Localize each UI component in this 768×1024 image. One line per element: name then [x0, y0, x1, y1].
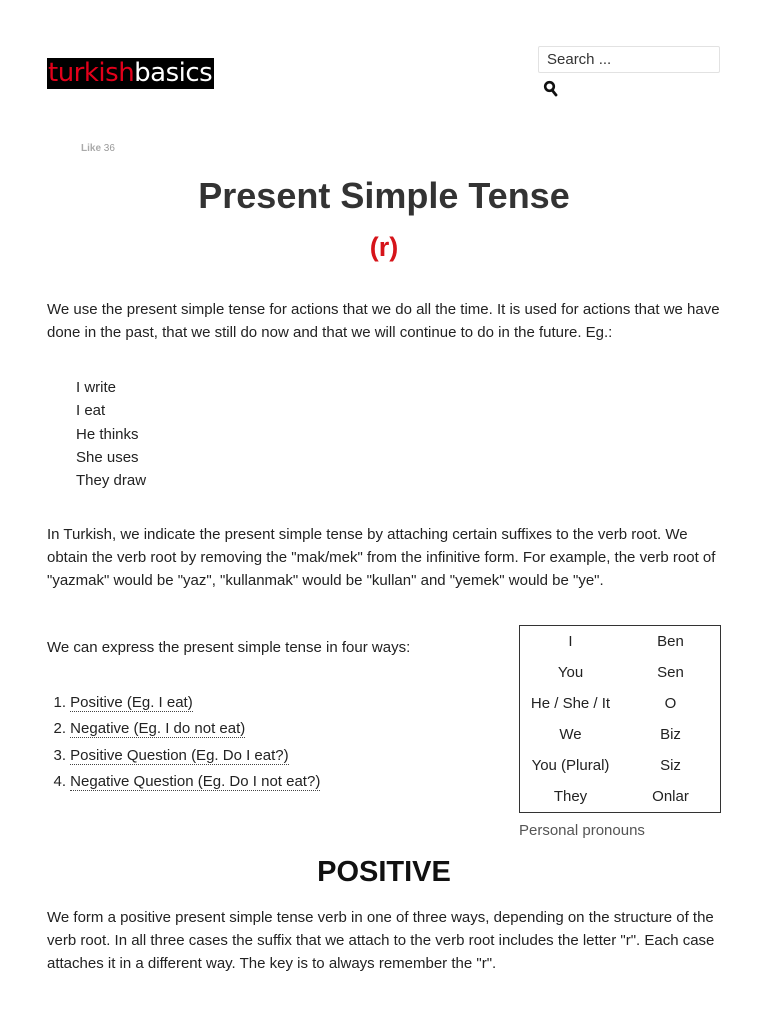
list-item — [47, 690, 320, 716]
intro-paragraph: We use the present simple tense for actions that we do all the time. It is used for actions that we have done in the past, that we still do now and that we will continue to do in the future. Eg.: — [47, 301, 720, 341]
table-cell-turkish: Siz — [660, 757, 681, 774]
list-number: 4. — [53, 772, 66, 790]
table-row — [520, 719, 721, 750]
example-item: She uses — [76, 448, 139, 466]
example-item: They draw — [76, 472, 147, 490]
example-item: He thinks — [76, 425, 139, 443]
link-negative-question[interactable]: Negative Question (Eg. Do I not eat?) — [70, 772, 321, 790]
link-negative[interactable]: Negative (Eg. I do not eat) — [70, 720, 246, 738]
table-cell-english: He / She / It — [530, 695, 611, 712]
like-count: 36 — [103, 143, 115, 154]
page-title: Present Simple Tense — [198, 175, 570, 216]
list-number: 1. — [53, 694, 66, 711]
search-input[interactable] — [538, 46, 720, 73]
example-item: I eat — [76, 402, 106, 420]
logo-text-turkish: turkish — [48, 58, 135, 88]
list-number: 2. — [53, 720, 66, 738]
table-row — [520, 626, 721, 658]
page-subtitle: (r) — [369, 232, 399, 262]
positive-paragraph: We form a positive present simple tense verb in one of three ways, depending on the structure of the verb root. In all three cases the suffix that we attach to the verb root includes the letter "r". Each case attaches it in a different way. The key is to always remember the "r". — [47, 909, 715, 972]
like-widget[interactable] — [81, 143, 115, 154]
table-row — [520, 657, 721, 688]
table-cell-turkish: Biz — [660, 726, 681, 743]
table-caption: Personal pronouns — [519, 822, 645, 839]
list-item — [47, 743, 320, 769]
list-item — [47, 769, 320, 795]
table-cell-turkish: Sen — [657, 664, 684, 681]
ways-intro: We can express the present simple tense in four ways: — [47, 639, 411, 656]
link-positive-question[interactable]: Positive Question (Eg. Do I eat?) — [70, 746, 289, 764]
list-item — [47, 716, 320, 742]
table-cell-english: I — [568, 633, 573, 650]
example-item: I write — [76, 379, 117, 396]
table-cell-turkish: Ben — [657, 633, 684, 650]
table-cell-turkish: O — [664, 695, 677, 712]
table-cell-english: We — [559, 726, 582, 743]
logo-text-basics: basics — [134, 58, 213, 88]
list-number: 3. — [53, 746, 66, 764]
like-label: Like — [81, 143, 102, 154]
site-logo[interactable] — [47, 58, 214, 89]
section-heading-positive: POSITIVE — [317, 856, 451, 888]
pronouns-table — [519, 625, 721, 813]
examples-list — [76, 376, 146, 492]
table-cell-english: You — [557, 664, 584, 681]
table-cell-english: They — [553, 788, 588, 805]
table-cell-turkish: Onlar — [652, 788, 689, 805]
table-cell-english: You (Plural) — [531, 757, 610, 774]
table-row — [520, 688, 721, 719]
root-paragraph: In Turkish, we indicate the present simple tense by attaching certain suffixes to the verb root. We obtain the verb root by removing the "mak/mek" from the infinitive form. For example, the verb root of "yazmak" would be "yaz", "kullanmak" would be "kullan" and "yemek" would be "ye". — [47, 526, 716, 589]
table-row — [520, 750, 721, 781]
search-icon[interactable] — [543, 80, 559, 98]
table-row — [520, 781, 721, 813]
ways-list — [47, 690, 320, 795]
link-positive[interactable]: Positive (Eg. I eat) — [70, 694, 193, 711]
